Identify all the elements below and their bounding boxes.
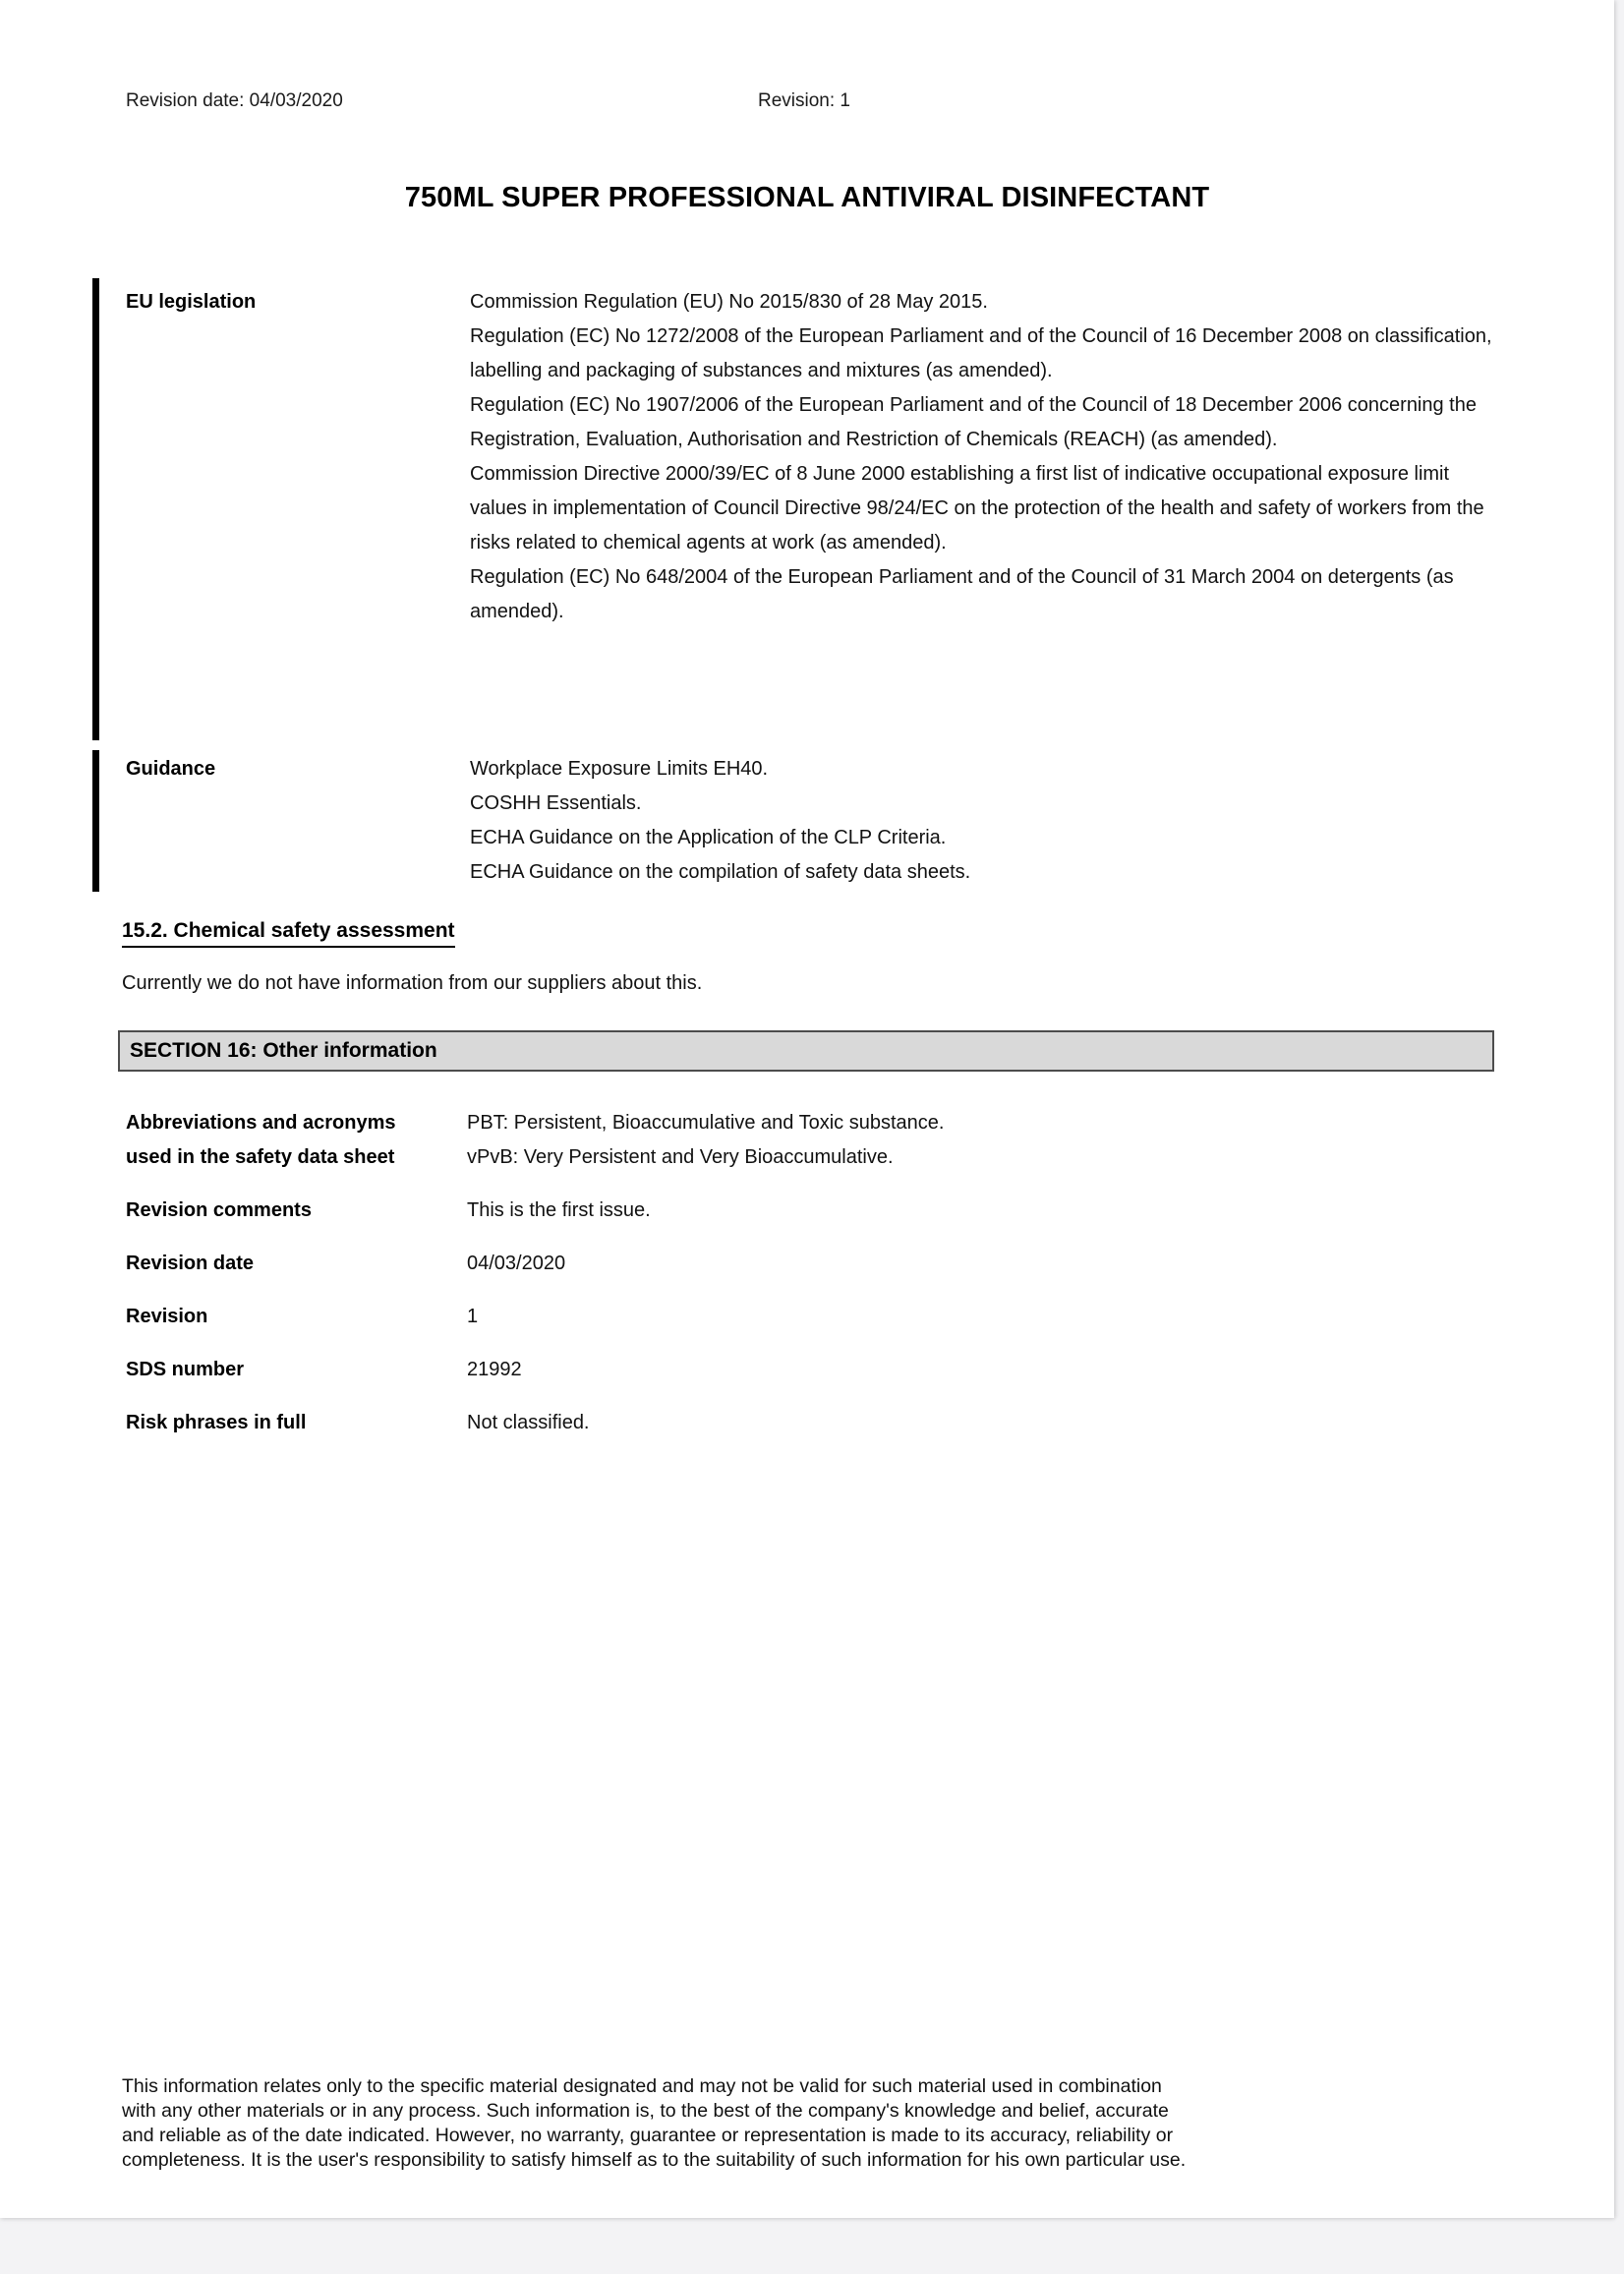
footer-line-2: with any other materials or in any process. Such information is, to the best of the company's knowledge and belief, accurate	[122, 2100, 1169, 2122]
risk-phrases-label: Risk phrases in full	[126, 1412, 307, 1433]
guidance-line-2: COSHH Essentials.	[470, 792, 642, 814]
revision-date-value: 04/03/2020	[467, 1253, 566, 1274]
sds-number-value: 21992	[467, 1359, 522, 1380]
running-header	[126, 90, 1482, 114]
abbreviation-pbt: PBT: Persistent, Bioaccumulative and Toxic substance.	[467, 1112, 945, 1134]
footer-disclaimer	[122, 2074, 1498, 2173]
guidance-value	[470, 752, 1492, 890]
abbreviation-vpvb: vPvB: Very Persistent and Very Bioaccumulative.	[467, 1146, 894, 1168]
eu-legislation-line-4: Commission Directive 2000/39/EC of 8 June 2000 establishing a first list of indicative occupational exposure limit values in implementation of Council Directive 98/24/EC on the protection of the health and safety of workers from the risks related to chemical agents at work (as amended).	[470, 463, 1484, 554]
abbreviations-label-line-2: used in the safety data sheet	[126, 1146, 395, 1168]
page-title: 750ML SUPER PROFESSIONAL ANTIVIRAL DISINFECTANT	[404, 182, 1210, 213]
revision-label: Revision	[126, 1306, 208, 1327]
subheading-chemical-safety-assessment: 15.2. Chemical safety assessment	[122, 919, 455, 948]
eu-legislation-value	[470, 285, 1492, 629]
change-bar-eu-legislation	[92, 278, 99, 740]
abbreviations-label	[126, 1106, 440, 1175]
guidance-label: Guidance	[126, 758, 216, 780]
revision-date-label: Revision date	[126, 1253, 255, 1274]
header-revision-number: Revision: 1	[758, 90, 850, 111]
guidance-line-1: Workplace Exposure Limits EH40.	[470, 758, 769, 780]
footer-line-1: This information relates only to the specific material designated and may not be valid for such material used in combination	[122, 2075, 1162, 2097]
eu-legislation-line-3: Regulation (EC) No 1907/2006 of the European Parliament and of the Council of 18 December 2006 concerning the Registration, Evaluation, Authorisation and Restriction of Chemicals (REACH) (as amended).	[470, 394, 1477, 450]
guidance-line-3: ECHA Guidance on the Application of the CLP Criteria.	[470, 827, 947, 848]
eu-legislation-line-5: Regulation (EC) No 648/2004 of the European Parliament and of the Council of 31 March 2004 on detergents (as amended).	[470, 566, 1454, 622]
eu-legislation-line-2: Regulation (EC) No 1272/2008 of the European Parliament and of the Council of 16 December 2008 on classification, labelling and packaging of substances and mixtures (as amended).	[470, 325, 1492, 381]
abbreviations-label-line-1: Abbreviations and acronyms	[126, 1112, 396, 1134]
footer-line-4: completeness. It is the user's responsibility to satisfy himself as to the suitability of such information for his own particular use.	[122, 2149, 1187, 2171]
revision-comments-value: This is the first issue.	[467, 1199, 651, 1221]
eu-legislation-line-1: Commission Regulation (EU) No 2015/830 of 28 May 2015.	[470, 291, 988, 313]
revision-comments-label: Revision comments	[126, 1199, 312, 1221]
section-16-band	[118, 1030, 1494, 1072]
section-16-title: SECTION 16: Other information	[130, 1039, 437, 1062]
change-bar-guidance	[92, 750, 99, 892]
guidance-line-4: ECHA Guidance on the compilation of safety data sheets.	[470, 861, 971, 883]
chemical-safety-assessment-body: Currently we do not have information from our suppliers about this.	[122, 972, 703, 994]
abbreviations-value	[467, 1106, 1489, 1175]
header-revision-date: Revision date: 04/03/2020	[126, 90, 343, 111]
footer-line-3: and reliable as of the date indicated. However, no warranty, guarantee or representation is made to its accuracy, reliability or	[122, 2125, 1174, 2146]
eu-legislation-label: EU legislation	[126, 291, 257, 313]
sds-number-label: SDS number	[126, 1359, 245, 1380]
revision-value: 1	[467, 1306, 479, 1327]
risk-phrases-value: Not classified.	[467, 1412, 590, 1433]
